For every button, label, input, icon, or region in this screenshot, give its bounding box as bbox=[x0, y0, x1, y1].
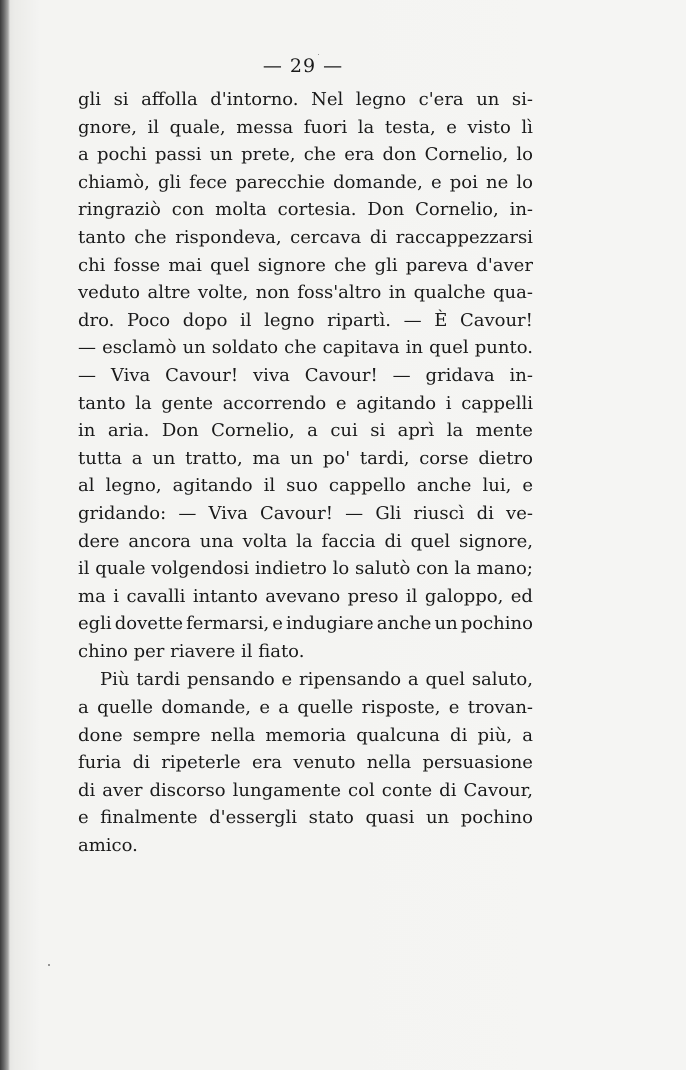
text-line: — Viva Cavour! viva Cavour! — gridava in- bbox=[78, 364, 533, 386]
text-line: veduto altre volte, non foss'altro in qualche qua- bbox=[78, 282, 533, 304]
text-line: di aver discorso lungamente col conte di Cavour, bbox=[78, 779, 533, 801]
text-line: chi fosse mai quel signore che gli pareva d'aver bbox=[78, 254, 533, 276]
page-number-header: — 29 — bbox=[262, 55, 344, 77]
text-line: tutta a un tratto, ma un po' tardi, corse dietro bbox=[78, 447, 533, 469]
text-line: gnore, il quale, messa fuori la testa, e visto lì bbox=[78, 116, 533, 138]
text-line: ma i cavalli intanto avevano preso il galoppo, ed bbox=[78, 585, 533, 607]
text-line: al legno, agitando il suo cappello anche lui, e bbox=[78, 475, 533, 497]
paragraph-2 bbox=[78, 666, 533, 859]
text-line: in aria. Don Cornelio, a cui si aprì la mente bbox=[78, 420, 533, 442]
text-line: chino per riavere il fiato. bbox=[78, 640, 305, 662]
text-line: gli si affolla d'intorno. Nel legno c'era un si- bbox=[78, 89, 533, 110]
text-line: tanto la gente accorrendo e agitando i cappelli bbox=[78, 392, 533, 414]
paper-speck bbox=[318, 54, 319, 55]
text-line: e finalmente d'essergli stato quasi un pochino bbox=[78, 807, 533, 829]
page-binding-edge bbox=[0, 0, 10, 1070]
paragraph-1 bbox=[78, 86, 533, 665]
text-line: il quale volgendosi indietro lo salutò con la mano; bbox=[78, 558, 533, 580]
paper-speck bbox=[48, 964, 50, 966]
text-line: Più tardi pensando e ripensando a quel saluto, bbox=[100, 669, 533, 691]
text-line: furia di ripeterle era venuto nella persuasione bbox=[78, 752, 533, 774]
text-line: gridando: — Viva Cavour! — Gli riuscì di ve- bbox=[78, 502, 533, 524]
text-line: amico. bbox=[78, 835, 138, 857]
text-line: done sempre nella memoria qualcuna di più, a bbox=[78, 724, 533, 746]
text-line: tanto che rispondeva, cercava di raccappezzarsi bbox=[78, 226, 533, 248]
text-line: dro. Poco dopo il legno ripartì. — È Cavour! bbox=[78, 309, 533, 331]
body-text bbox=[78, 86, 533, 860]
text-line: dere ancora una volta la faccia di quel signore, bbox=[78, 530, 533, 552]
text-line: — esclamò un soldato che capitava in quel punto. bbox=[78, 337, 533, 359]
text-line: egli dovette fermarsi, e indugiare anche un pochino bbox=[78, 613, 533, 635]
text-line: chiamò, gli fece parecchie domande, e poi ne lo bbox=[78, 171, 533, 193]
text-line: a pochi passi un prete, che era don Cornelio, lo bbox=[78, 144, 533, 166]
text-line: ringraziò con molta cortesia. Don Cornelio, in- bbox=[78, 199, 533, 221]
text-line: a quelle domande, e a quelle risposte, e trovan- bbox=[78, 697, 533, 719]
